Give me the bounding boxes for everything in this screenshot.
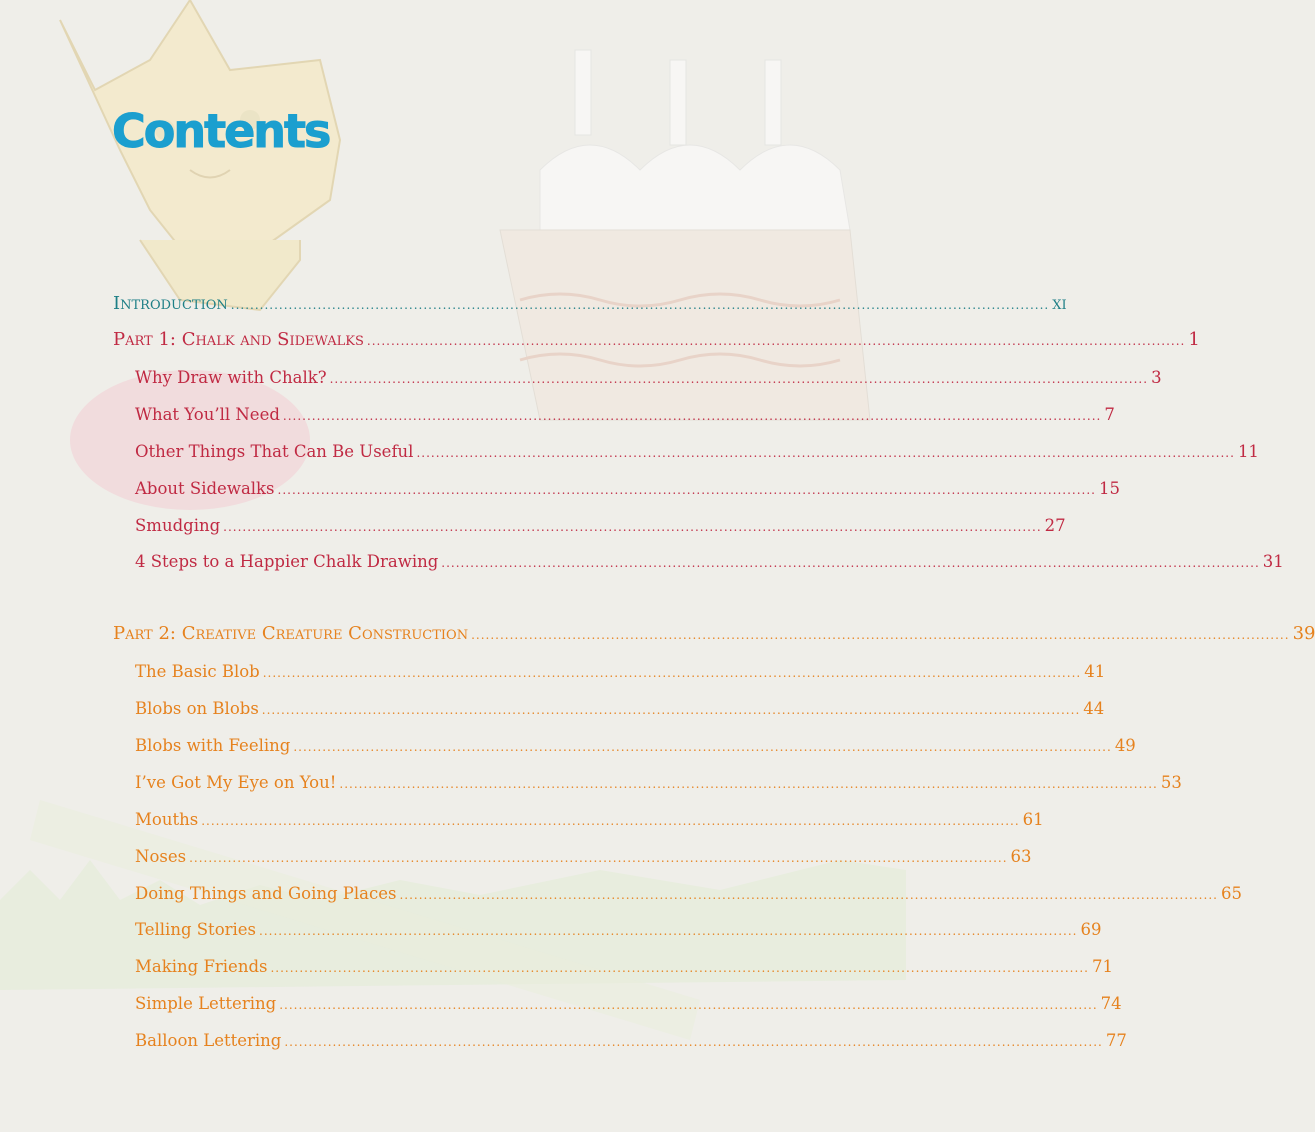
toc-leader: .......................................................................................................................................................................... [399,888,1218,902]
toc-page: 3 [1151,368,1162,387]
toc-page: 1 [1188,329,1200,350]
toc-label: What You’ll Need [135,405,280,424]
toc-page: 15 [1099,479,1120,498]
toc-entry-part-2[interactable] [113,622,1315,646]
toc-label: Blobs with Feeling [135,736,291,755]
toc-page: 65 [1220,884,1242,903]
toc-page: 31 [1262,552,1284,571]
toc-entry[interactable] [135,366,1162,390]
toc-leader: .......................................................................................................................................................................... [441,556,1260,570]
toc-label: Part 1: Chalk and Sidewalks [113,329,364,350]
toc-entry[interactable] [135,845,1032,869]
toc-entry[interactable] [135,955,1113,979]
toc-label: The Basic Blob [135,662,260,681]
toc-label: Balloon Lettering [135,1031,282,1050]
toc-entry[interactable] [135,771,1182,795]
toc-page: 69 [1080,920,1102,939]
toc-entry[interactable] [135,697,1105,721]
toc-entry[interactable] [135,514,1066,538]
toc-page: 39 [1292,623,1315,644]
toc-leader: .......................................................................................................................................................................... [282,409,1102,423]
toc-label: Making Friends [135,957,268,976]
toc-entry[interactable] [135,734,1136,758]
toc-label: Blobs on Blobs [135,699,259,718]
toc-leader: .......................................................................................................................................................................... [416,446,1235,460]
toc-label: About Sidewalks [135,479,275,498]
toc-page: 53 [1160,773,1182,792]
toc-leader: .......................................................................................................................................................................... [279,998,1098,1012]
toc-leader: .......................................................................................................................................................................... [284,1035,1103,1049]
toc-entry[interactable] [135,918,1102,942]
toc-leader: .......................................................................................................................................................................... [259,924,1078,938]
toc-leader: .......................................................................................................................................................................... [471,628,1290,642]
toc-entry[interactable] [135,882,1242,906]
toc-entry[interactable] [135,1029,1127,1053]
toc-label: Part 2: Creative Creature Construction [113,623,469,644]
cake-drawing [500,50,870,420]
toc-label: Smudging [135,516,221,535]
toc-entry[interactable] [135,660,1106,684]
toc-leader: .......................................................................................................................................................................... [262,666,1082,680]
toc-entry[interactable] [135,403,1115,427]
toc-entry[interactable] [135,440,1259,464]
toc-leader: .......................................................................................................................................................................... [223,520,1042,534]
toc-label: Why Draw with Chalk? [135,368,327,387]
toc-page: xi [1052,293,1067,314]
toc-page: 44 [1083,699,1105,718]
toc-page: 71 [1091,957,1113,976]
toc-label: Doing Things and Going Places [135,884,397,903]
toc-label: 4 Steps to a Happier Chalk Drawing [135,552,439,571]
toc-entry-introduction[interactable] [113,292,1067,316]
toc-page: 63 [1010,847,1032,866]
toc-entry[interactable] [135,550,1284,574]
toc-page: 41 [1084,662,1106,681]
toc-leader: .......................................................................................................................................................................... [339,777,1158,791]
toc-leader: .......................................................................................................................................................................... [329,372,1149,386]
toc-page: 61 [1022,810,1044,829]
toc-label: Introduction [113,293,228,314]
toc-leader: .......................................................................................................................................................................... [230,298,1050,312]
toc-page: 27 [1044,516,1066,535]
toc-leader: .......................................................................................................................................................................... [261,703,1081,717]
toc-label: Simple Lettering [135,994,277,1013]
toc-leader: .......................................................................................................................................................................... [189,851,1008,865]
toc-leader: .......................................................................................................................................................................... [270,961,1089,975]
page-title: Contents [112,104,330,158]
toc-label: Mouths [135,810,199,829]
toc-label: Noses [135,847,187,866]
toc-entry[interactable] [135,808,1044,832]
toc-page: 77 [1105,1031,1127,1050]
toc-leader: .......................................................................................................................................................................... [277,483,1096,497]
toc-label: Telling Stories [135,920,257,939]
toc-leader: .......................................................................................................................................................................... [366,334,1186,348]
toc-label: Other Things That Can Be Useful [135,442,414,461]
toc-leader: .......................................................................................................................................................................... [201,814,1020,828]
toc-page: 74 [1100,994,1122,1013]
toc-page: 7 [1104,405,1115,424]
toc-leader: .......................................................................................................................................................................... [293,740,1112,754]
toc-page: 49 [1114,736,1136,755]
toc-entry-part-1[interactable] [113,328,1200,352]
toc-page: 11 [1237,442,1259,461]
toc-label: I’ve Got My Eye on You! [135,773,337,792]
toc-entry[interactable] [135,477,1120,501]
toc-entry[interactable] [135,992,1122,1016]
